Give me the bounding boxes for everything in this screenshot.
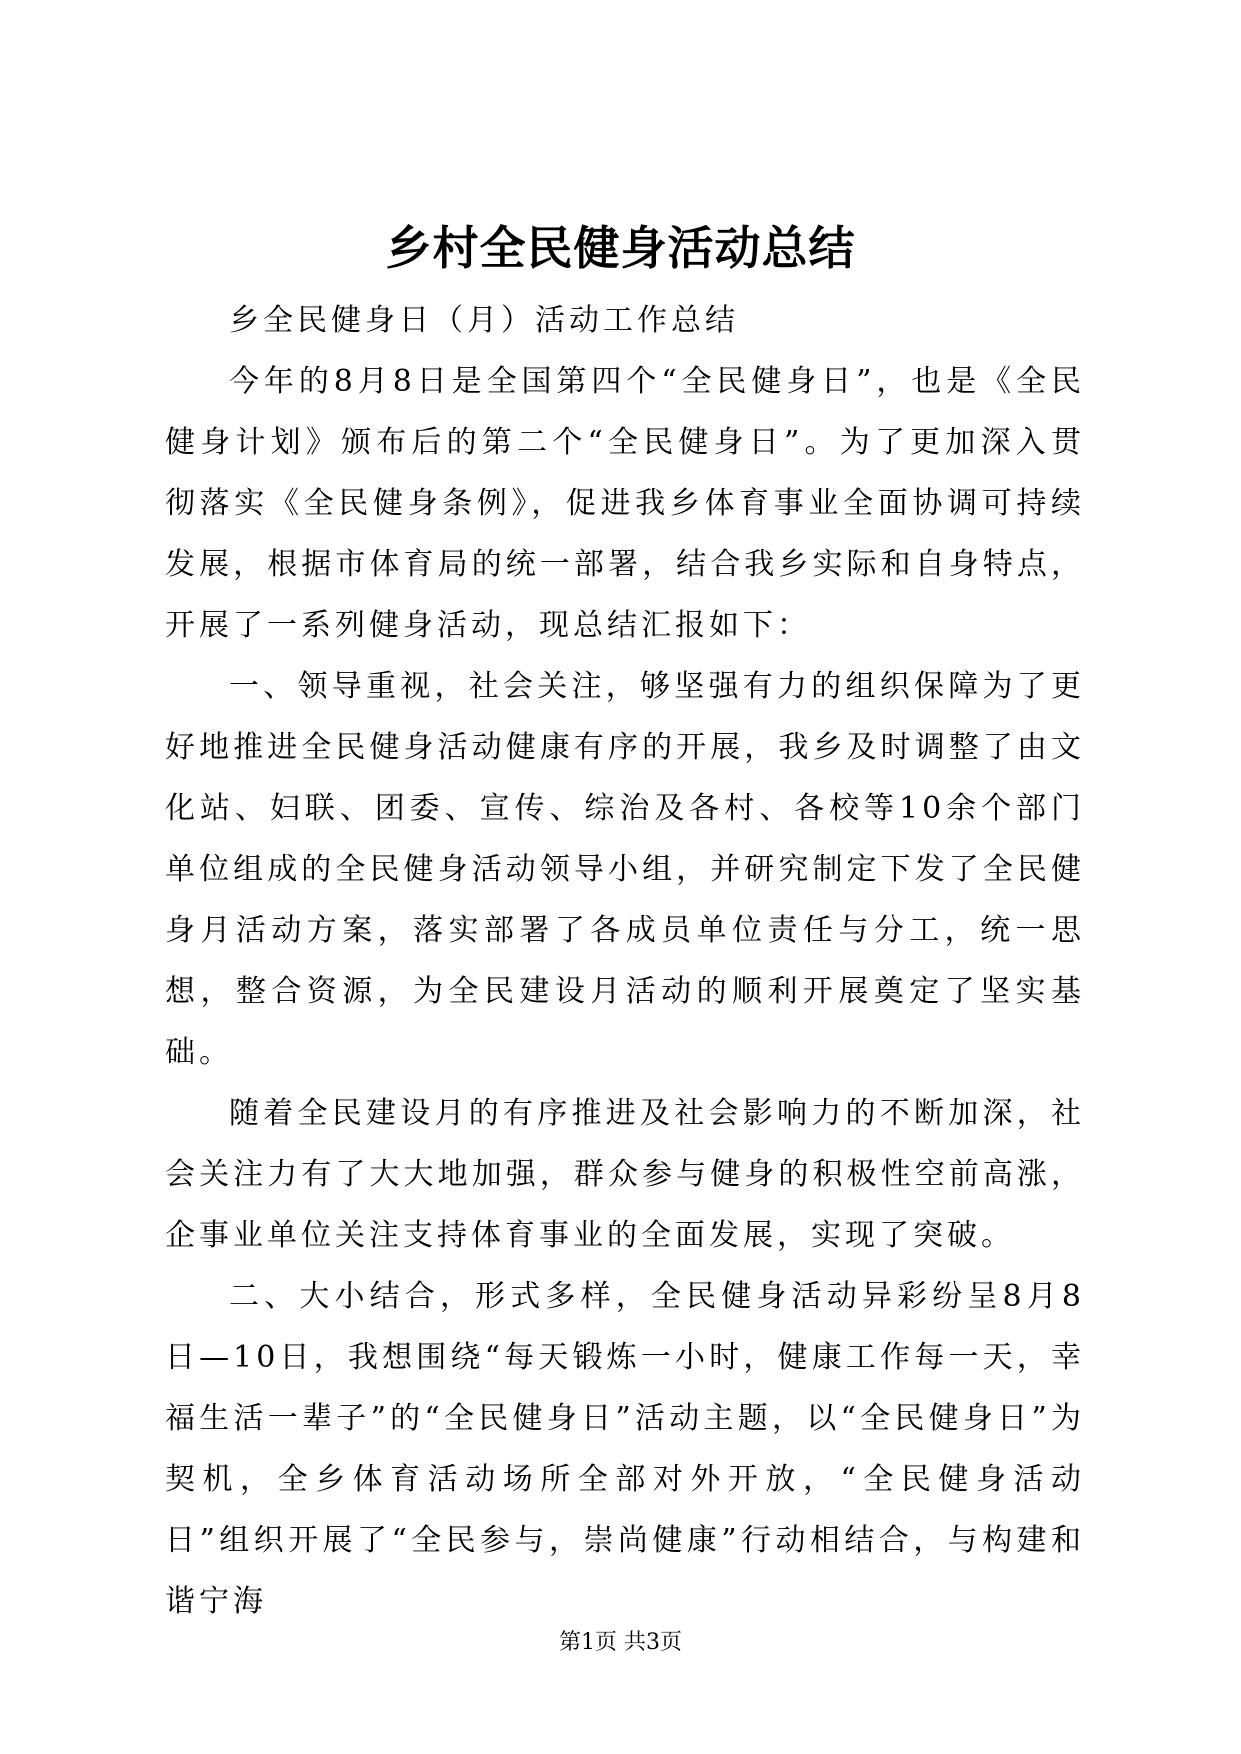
document-title: 乡村全民健身活动总结 <box>385 221 856 275</box>
intro-paragraph: 今年的8月8日是全国第四个“全民健身日”，也是《全民健身计划》颁布后的第二个“全民健身日”。为了更加深入贯彻落实《全民健身条例》，促进我乡体育事业全面协调可持续发展，根据市体育局的统一部署，结合我乡实际和自身特点，开展了一系列健身活动，现总结汇报如下： <box>165 364 1085 643</box>
subtitle-paragraph: 乡全民健身日（月）活动工作总结 <box>229 303 739 338</box>
section-one-followup-paragraph: 随着全民建设月的有序推进及社会影响力的不断加深，社会关注力有了大大地加强，群众参与健身的积极性空前高涨，企事业单位关注支持体育事业的全面发展，实现了突破。 <box>165 1096 1085 1253</box>
page-number-footer: 第1页 共3页 <box>559 1630 682 1655</box>
section-one-paragraph: 一、领导重视，社会关注，够坚强有力的组织保障为了更好地推进全民健身活动健康有序的开展，我乡及时调整了由文化站、妇联、团委、宣传、综治及各村、各校等10余个部门单位组成的全民健身活动领导小组，并研究制定下发了全民健身月活动方案，落实部署了各成员单位责任与分工，统一思想，整合资源，为全民建设月活动的顺利开展奠定了坚实基础。 <box>165 669 1085 1070</box>
section-two-paragraph: 二、大小结合，形式多样，全民健身活动异彩纷呈8月8日—10日，我想围绕“每天锻炼一小时，健康工作每一天，幸福生活一辈子”的“全民健身日”活动主题，以“全民健身日”为契机，全乡体育活动场所全部对外开放，“全民健身活动日”组织开展了“全民参与，崇尚健康”行动相结合，与构建和谐宁海 <box>165 1279 1085 1619</box>
document-body <box>165 290 1085 1632</box>
